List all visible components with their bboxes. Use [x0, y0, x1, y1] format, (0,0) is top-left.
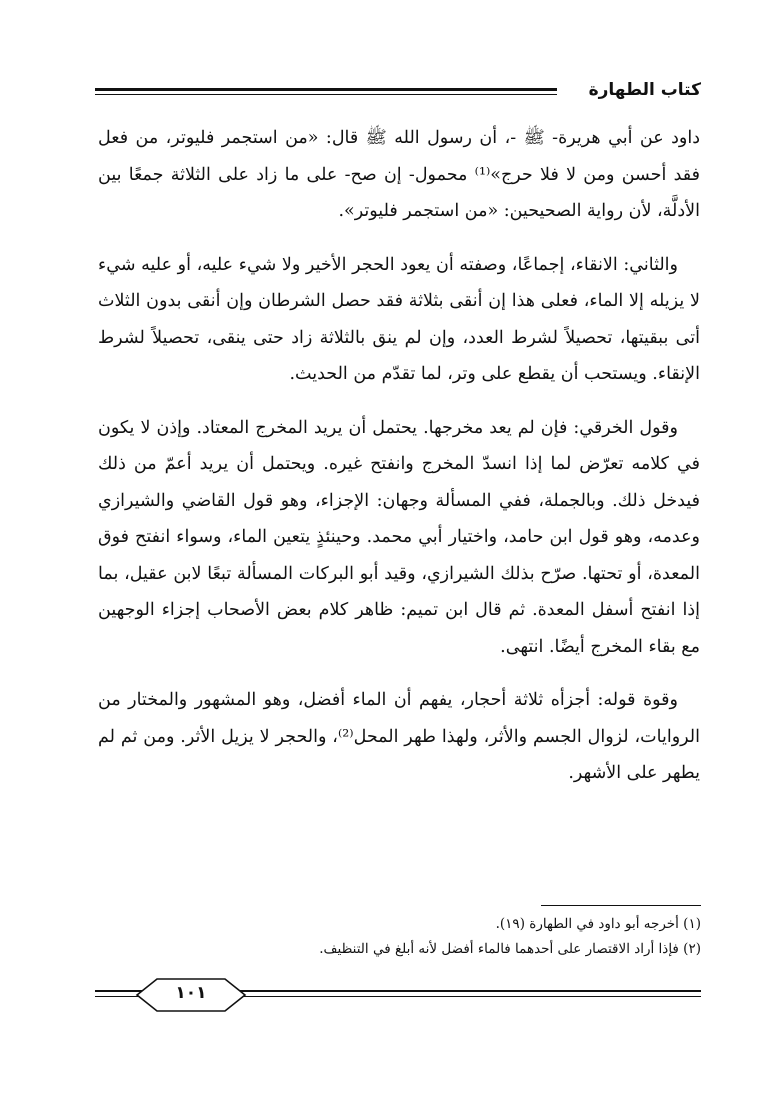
footnote-separator [541, 905, 701, 906]
header-rule-thin [95, 94, 557, 95]
running-header [95, 78, 701, 106]
paragraph-4: وقوة قوله: أجزأه ثلاثة أحجار، يفهم أن الماء أفضل، وهو المشهور والمختار من الروايات، لزوال الجسم والأثر، ولهذا طهر المحل⁽²⁾، والحجر لا يزيل الأثر. ومن ثم لم يطهر على الأشهر. [98, 690, 701, 783]
page-footer [95, 975, 701, 1019]
paragraph-2: والثاني: الانقاء، إجماعًا، وصفته أن يعود الحجر الأخير ولا شيء عليه، أو عليه شيء لا يزيله إلا الماء، فعلى هذا إن أنقى بثلاثة فقد حصل الشرطان وإن أنقى بدون الثلاث أتى ببقيتها، تحصيلاً لشرط العدد، وإن لم ينق بالثلاثة زاد حتى ينقى، تحصيلاً لشرط الإنقاء. ويستحب أن يقطع على وتر، لما تقدّم من الحديث. [98, 254, 700, 384]
footnote-1: (١) أخرجه أبو داود في الطهارة (١٩). [495, 916, 701, 932]
paragraph-3: وقول الخرقي: فإن لم يعد مخرجها. يحتمل أن يريد المخرج المعتاد. وإذن لا يكون في كلامه تعرّض لما إذا انسدّ المخرج وانفتح غيره. ويحتمل أن يريد أعمّ من ذلك فيدخل ذلك. وبالجملة، ففي المسألة وجهان: الإجزاء، وهو قول القاضي والشيرازي وعدمه، وهو قول ابن حامد، واختيار أبي محمد. وحينئذٍ يتعين الماء، وسواء انفتح فوق المعدة، أو تحتها. صرّح بذلك الشيرازي، وقيد أبو البركات المسألة تبعًا لابن عقيل، بما إذا انفتح أسفل المعدة. ثم قال ابن تميم: ظاهر كلام بعض الأصحاب إجزاء الوجهين مع بقاء المخرج أيضًا. انتهى. [98, 417, 700, 657]
header-rule-thick [95, 88, 557, 91]
page-number-badge [133, 975, 249, 1015]
footnote-2: (٢) فإذا أراد الاقتصار على أحدهما فالماء أفضل لأنه أبلغ في التنظيف. [319, 941, 701, 957]
page-number: ١٠١ [175, 983, 207, 1003]
main-text [98, 120, 700, 809]
chapter-title: كتاب الطهارة [588, 80, 701, 100]
paragraph-1: داود عن أبي هريرة- ﷺ -، أن رسول الله ﷺ قال: «من استجمر فليوتر، من فعل فقد أحسن ومن لا فلا حرج»⁽¹⁾ محمول- إن صح- على ما زاد على الثلاثة جمعًا بين الأدلَّة، لأن رواية الصحيحين: «من استجمر فليوتر». [98, 128, 700, 221]
footnotes [101, 912, 701, 962]
